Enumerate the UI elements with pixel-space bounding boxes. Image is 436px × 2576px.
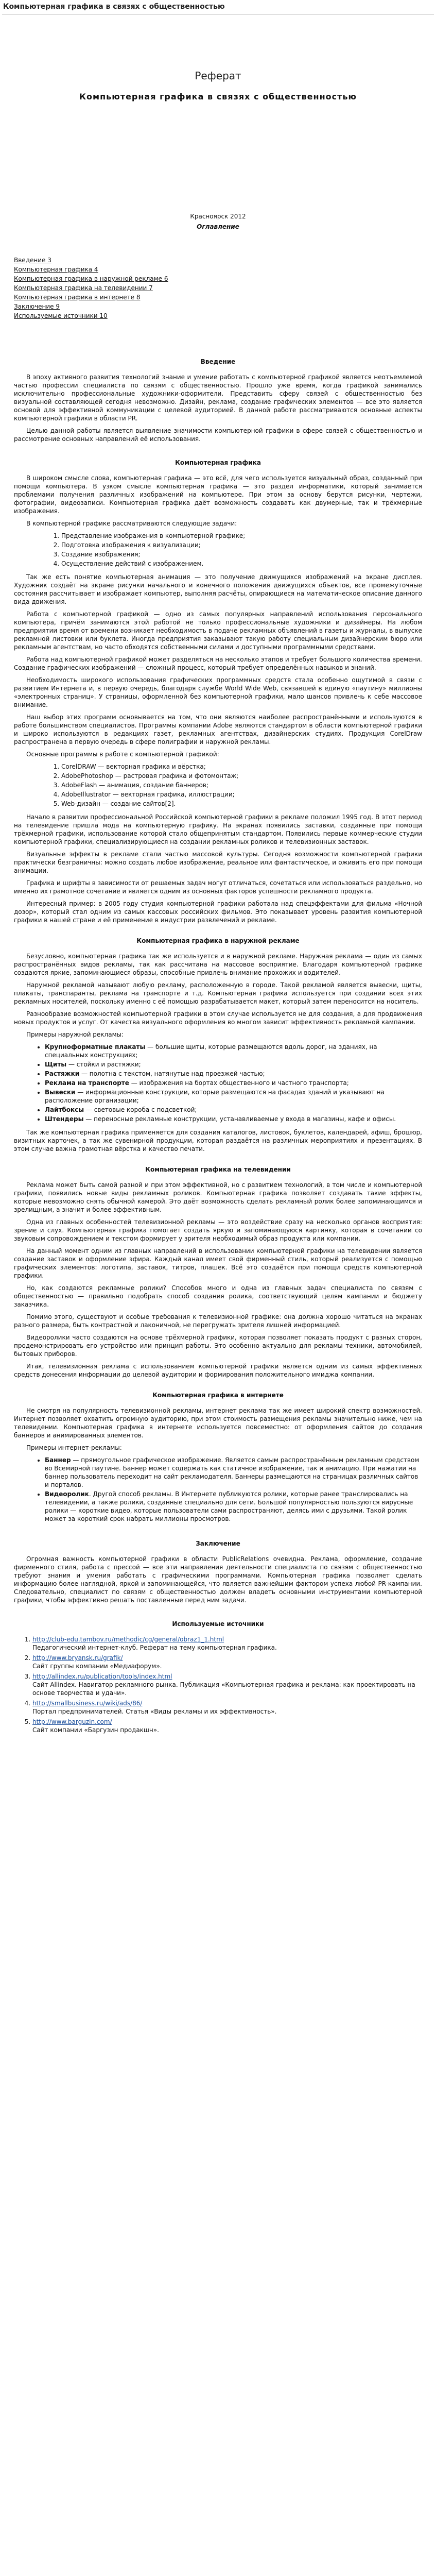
list-item: • Штендеры — переносные рекламные конструкции, устанавливаемые у входа в магазины, кафе и офисы. xyxy=(45,1115,422,1123)
outdoor-paragraph: Безусловно, компьютерная графика так же используется и в наружной рекламе. Наружная реклама — один из самых распространённых видов рекламы, так как рассчитана на массовое восприятие. Благодаря компьютерной графике создаются яркие, запоминающиеся образы, способные привлечь внимание прохожих и водителей. xyxy=(14,953,422,976)
list-item: • Растяжки — полотна с текстом, натянутые над проезжей частью; xyxy=(45,1070,422,1078)
outdoor-paragraph: Так же компьютерная графика применяется для создания каталогов, листовок, буклетов, календарей, афиш, брошюр, визитных карточек, а так же сувенирной продукции, которая раздаётся на различных мероприятиях и презентациях. В этом случае важна грамотная вёрстка и качество печати. xyxy=(14,1129,422,1153)
source-link[interactable]: http://www.barguzin.com/ xyxy=(32,1718,112,1725)
list-item: 3. Создание изображения; xyxy=(61,550,422,558)
cg-paragraph: Необходимость широкого использования графических программных средств стала особенно ощутимой в связи с развитием Интернета и, в первую очередь, благодаря службе World Wide Web, связавшей в единую «паутину» миллионы «электронных страниц». У страницы, оформленной без компьютерной графики, мало шансов привлечь к себе массовое внимание. xyxy=(14,676,422,708)
section-heading-conclusion: Заключение xyxy=(196,1540,240,1547)
tv-paragraph: Видеоролики часто создаются на основе трёхмерной графики, которая позволяет показать продукт с разных сторон, продемонстрировать его устройство или принцип работы. Это особенно актуально для рекламы техники, автомобилей, бытовых приборов. xyxy=(14,1334,422,1358)
outdoor-paragraph: Разнообразие возможностей компьютерной графики в этом случае используется не для создания, а для продвижения новых продуктов и услуг. От качества визуального оформления во многом зависит эффективность рекламной кампании. xyxy=(14,1010,422,1026)
city-year: Красноярск 2012 xyxy=(190,213,246,220)
tv-paragraph: На данный момент одним из главных направлений в использовании компьютерной графики на телевидении является создание заставок и оформление эфира. Каждый канал имеет свой фирменный стиль, который реализуется с помощью графических элементов: логотипа, заставок, титров, плашек. Всё это создаётся при помощи средств компьютерной графики. xyxy=(14,1247,422,1279)
doc-title: Компьютерная графика в связях с общественностью xyxy=(79,92,357,101)
page-title: Компьютерная графика в связях с общественностью xyxy=(3,3,225,11)
source-description: Сайт Allindex. Навигатор рекламного рынка. Публикация «Компьютерная графика и реклама: как проектировать на основе творчества и удачи». xyxy=(32,1681,415,1697)
toc-item[interactable] xyxy=(14,256,422,265)
tv-paragraph: Помимо этого, существуют и особые требования к телевизионной графике: она должна хорошо читаться на экранах разного размера, быть контрастной и лаконичной, не перегружать зрителя лишней информацией. xyxy=(14,1313,422,1329)
cg-programs-list xyxy=(14,762,422,808)
list-item: • Щиты — стойки и растяжки; xyxy=(45,1060,422,1069)
toc-link-conclusion[interactable]: Заключение 9 xyxy=(14,303,60,310)
outdoor-paragraph: Примеры наружной рекламы: xyxy=(26,1031,124,1038)
list-item: 4. AdobeIllustrator — векторная графика, иллюстрации; xyxy=(61,790,422,799)
list-item: • Видеоролик. Другой способ рекламы. В Интернете публикуются ролики, которые ранее транслировались на телевидении, а также ролики, созданные специально для сети. Большой популярностью пользуются вирусные ролики — короткие видео, которые пользователи сами распространяют, делясь ими с друзьями. Такой ролик может за короткий срок набрать миллионы просмотров. xyxy=(45,1490,422,1523)
toc-item[interactable] xyxy=(14,283,422,293)
toc-heading: Оглавление xyxy=(197,223,239,230)
toc-link-web[interactable]: Компьютерная графика в интернете 8 xyxy=(14,294,141,301)
cg-paragraph: Интересный пример: в 2005 году студия компьютерной графики работала над спецэффектами для фильма «Ночной дозор», который стал одним из самых кассовых российских фильмов. Это показывает уровень развития компьютерной графики в нашей стране и её применение в индустрии развлечений и рекламе. xyxy=(14,900,422,924)
source-description: Сайт компании «Баргузин продакшн». xyxy=(32,1726,159,1734)
cg-paragraph: Основные программы в работе с компьютерной графикой: xyxy=(26,751,219,758)
toc-item[interactable] xyxy=(14,311,422,320)
source-item xyxy=(32,1635,422,1652)
toc-link-tv[interactable]: Компьютерная графика на телевидении 7 xyxy=(14,284,153,292)
toc-item[interactable] xyxy=(14,293,422,302)
toc-link-intro[interactable]: Введение 3 xyxy=(14,257,51,264)
list-item: • Лайтбоксы — световые короба с подсветкой; xyxy=(45,1106,422,1114)
toc-link-sources[interactable]: Используемые источники 10 xyxy=(14,312,108,319)
section-heading-sources: Используемые источники xyxy=(172,1620,264,1628)
tv-paragraph: Но, как создаются рекламные ролики? Способов много и одна из главных задач специалиста по связям с общественностью — правильно подобрать способ создания ролика, соответствующий целям кампании и бюджету заказчика. xyxy=(14,1284,422,1308)
web-paragraph: Не смотря на популярность телевизионной рекламы, интернет реклама так же имеет широкий спектр возможностей. Интернет позволяет охватить огромную аудиторию, при этом стоимость размещения рекламы значительно ниже, чем на телевидении. Компьютерная графика в интернете используется повсеместно: от оформления сайтов до создания баннеров и анимированных элементов. xyxy=(14,1407,422,1439)
cg-paragraph: Графика и шрифты в зависимости от решаемых задач могут отличаться, сочетаться или использоваться раздельно, но именно их грамотное сочетание и является одним из основных факторов успешности рекламного продукта. xyxy=(14,879,422,895)
toc-link-cg[interactable]: Компьютерная графика 4 xyxy=(14,266,98,273)
list-item: 4. Осуществление действий с изображением. xyxy=(61,560,422,568)
cg-paragraph: Работа с компьютерной графикой — одно из самых популярных направлений использования персонального компьютера, причём занимаются этой работой не только профессиональные художники и дизайнеры. На любом предприятии время от времени возникает необходимость в подаче рекламных объявлений в газеты и журналы, в выпуске рекламной листовки или буклета. Иногда предприятия заказывают такую работу специальным дизайнерским бюро или рекламным агентствам, но часто обходятся собственными силами и доступными программными средствами. xyxy=(14,611,422,651)
cg-paragraph: Начало в развитии профессиональной Российской компьютерной графики в рекламе положил 1995 год. В этот период на телевидение пришла мода на компьютерную графику. На экранах появились заставки, созданные при помощи трёхмерной графики, использование которой стало общепринятым стандартом. Появились первые коммерческие студии компьютерной графики, специализирующиеся на создании рекламных роликов и телевизионных заставок. xyxy=(14,814,422,845)
source-item xyxy=(32,1718,422,1734)
source-link[interactable]: http://www.bryansk.ru/grafik/ xyxy=(32,1654,123,1662)
list-item: 2. AdobePhotoshop — растровая графика и фотомонтаж; xyxy=(61,772,422,780)
source-item xyxy=(32,1699,422,1716)
outdoor-paragraph: Наружной рекламой называют любую рекламу, расположенную в городе. Такой рекламой является вывески, щиты, плакаты, транспаранты, реклама на транспорте и т.д. Компьютерная графика используется при создании всех этих рекламных носителей, поскольку именно с её помощью разрабатывается макет, который затем переносится на носитель. xyxy=(14,981,422,1005)
list-item: 2. Подготовка изображения к визуализации; xyxy=(61,541,422,549)
document-body xyxy=(14,39,422,1736)
source-item xyxy=(32,1654,422,1670)
section-heading-tv: Компьютерная графика на телевидении xyxy=(145,1166,291,1173)
source-link[interactable]: http://allindex.ru/publication/tools/index.html xyxy=(32,1673,172,1680)
source-item xyxy=(32,1672,422,1697)
section-heading-web: Компьютерная графика в интернете xyxy=(152,1392,284,1399)
list-item: 3. AdobeFlash — анимация, создание баннеров; xyxy=(61,781,422,789)
source-description: Портал предпринимателей. Статья «Виды рекламы и их эффективность». xyxy=(32,1708,277,1715)
cg-paragraph: Работа над компьютерной графикой может разделяться на несколько этапов и требует большого количества времени. Создание графических изображений — сложный процесс, который требует определённых навыков и знаний. xyxy=(14,656,422,671)
intro-paragraph: В эпоху активного развития технологий знание и умение работать с компьютерной графикой является неотъемлемой частью профессии специалиста по связям с общественностью. Прошло уже время, когда графикой занимались исключительно профессиональные художники-оформители. Представить сферу связей с общественностью без визуальной составляющей сегодня невозможно. Дизайн, реклама, создание графических элементов — все это является основой для эффективной коммуникации с целевой аудиторией. В данной работе рассматриваются основные аспекты компьютерной графики в области PR. xyxy=(14,374,422,422)
doc-type-label: Реферат xyxy=(195,70,241,82)
cg-paragraph: В компьютерной графике рассматриваются следующие задачи: xyxy=(26,520,237,527)
list-item: • Реклама на транспорте — изображения на бортах общественного и частного транспорта; xyxy=(45,1079,422,1087)
toc-item[interactable] xyxy=(14,265,422,274)
list-item: • Крупноформатные плакаты — большие щиты, которые размещаются вдоль дорог, на зданиях, на специальных конструкциях; xyxy=(45,1043,422,1059)
toc-item[interactable] xyxy=(14,274,422,283)
cg-paragraph: В широком смысле слова, компьютерная графика — это всё, для чего используется визуальный образ, созданный при помощи компьютера. В узком смысле компьютерная графика — это раздел информатики, который занимается проблемами получения различных изображений на компьютере. При этом за основу берутся рисунки, чертежи, фотографии, видеозаписи. Компьютерная графика даёт возможность создавать как двумерные, так и трёхмерные изображения. xyxy=(14,474,422,515)
list-item: • Баннер — прямоугольное графическое изображение. Является самым распространённым рекламным средством во Всемирной паутине. Баннер может содержать как статичное изображение, так и анимацию. При нажатии на баннер пользователь переходит на сайт рекламодателя. Баннеры размещаются на страницах различных сайтов и порталов. xyxy=(45,1456,422,1489)
tv-paragraph: Реклама может быть самой разной и при этом эффективной, но с развитием технологий, в том числе и компьютерной графики, появились новые виды рекламных роликов. Компьютерная графика позволяет создавать такие эффекты, которые невозможно снять обычной камерой. Это даёт возможность сделать рекламный ролик более запоминающимся и зрелищным, а значит и более эффективным. xyxy=(14,1181,422,1213)
section-heading-cg: Компьютерная графика xyxy=(175,459,261,466)
list-item: 1. Представление изображения в компьютерной графике; xyxy=(61,532,422,540)
sources-list xyxy=(14,1635,422,1734)
list-item: 5. Web-дизайн — создание сайтов[2]. xyxy=(61,800,422,808)
list-item: • Вывески — информационные конструкции, которые размещаются на фасадах зданий и указывают на расположение организации; xyxy=(45,1088,422,1105)
toc-link-outdoor[interactable]: Компьютерная графика в наружной рекламе 6 xyxy=(14,275,168,282)
section-heading-intro: Введение xyxy=(200,358,236,365)
outdoor-examples-list xyxy=(14,1043,422,1123)
intro-paragraph: Целью данной работы является выявление значимости компьютерной графики в сфере связей с общественностью и рассмотрение основных направлений её использования. xyxy=(14,427,422,443)
source-link[interactable]: http://club-edu.tambov.ru/methodic/cg/general/obraz1_1.html xyxy=(32,1636,224,1643)
section-heading-outdoor: Компьютерная графика в наружной рекламе xyxy=(136,937,300,944)
cg-paragraph: Визуальные эффекты в рекламе стали частью массовой культуры. Сегодня возможности компьютерной графики практически безграничны: можно создать любое изображение, реальное или фантастическое, и оживить его при помощи анимации. xyxy=(14,851,422,874)
title-divider xyxy=(2,14,434,15)
source-description: Сайт группы компании «Медиафорум». xyxy=(32,1663,162,1670)
cg-tasks-list xyxy=(14,532,422,568)
list-item: 1. CorelDRAW — векторная графика и вёрстка; xyxy=(61,762,422,771)
table-of-contents xyxy=(14,256,422,320)
web-paragraph: Примеры интернет-рекламы: xyxy=(26,1444,122,1451)
toc-item[interactable] xyxy=(14,302,422,311)
web-examples-list xyxy=(14,1456,422,1523)
source-link[interactable]: http://smallbusiness.ru/wiki/ads/86/ xyxy=(32,1700,143,1707)
tv-paragraph: Итак, телевизионная реклама с использованием компьютерной графики является одним из самых эффективных средств донесения информации до целевой аудитории и формирования положительного имиджа компании. xyxy=(14,1363,422,1378)
cg-paragraph: Так же есть понятие компьютерная анимация — это получение движущихся изображений на экране дисплея. Художник создаёт на экране рисунки начального и конечного положения движущихся объектов, все промежуточные состояния рассчитывает и изображает компьютер, выполняя расчёты, опирающиеся на математическое описание данного вида движения. xyxy=(14,573,422,605)
tv-paragraph: Одна из главных особенностей телевизионной рекламы — это воздействие сразу на несколько органов восприятия: зрение и слух. Компьютерная графика помогает создать яркую и запоминающуюся картинку, которая в сочетании со звуковым сопровождением и текстом формирует у зрителя необходимый образ продукта или компании. xyxy=(14,1218,422,1242)
cg-paragraph: Наш выбор этих программ основывается на том, что они являются наиболее распространёнными и используются в работе большинством специалистов. Программы компании Adobe являются стандартом в области компьютерной графики и широко используются в редакциях газет, рекламных агентствах, дизайнерских студиях. Продукция CorelDraw распространена в первую очередь в сфере полиграфии и наружной рекламы. xyxy=(14,714,422,745)
conclusion-paragraph: Огромная важность компьютерной графики в области PublicRelations очевидна. Реклама, оформление, создание фирменного стиля, работа с прессой — все эти направления деятельности специалиста по связям с общественностью требуют знания и умения работать с графическими программами. Компьютерная графика позволяет сделать информацию более наглядной, яркой и запоминающейся, что является важнейшим фактором успеха любой PR-кампании. Следовательно, специалист по связям с общественностью должен владеть основными инструментами компьютерной графики, чтобы эффективно решать поставленные перед ним задачи. xyxy=(14,1555,422,1604)
source-description: Педагогический интернет-клуб. Реферат на тему компьютерная графика. xyxy=(32,1644,277,1651)
